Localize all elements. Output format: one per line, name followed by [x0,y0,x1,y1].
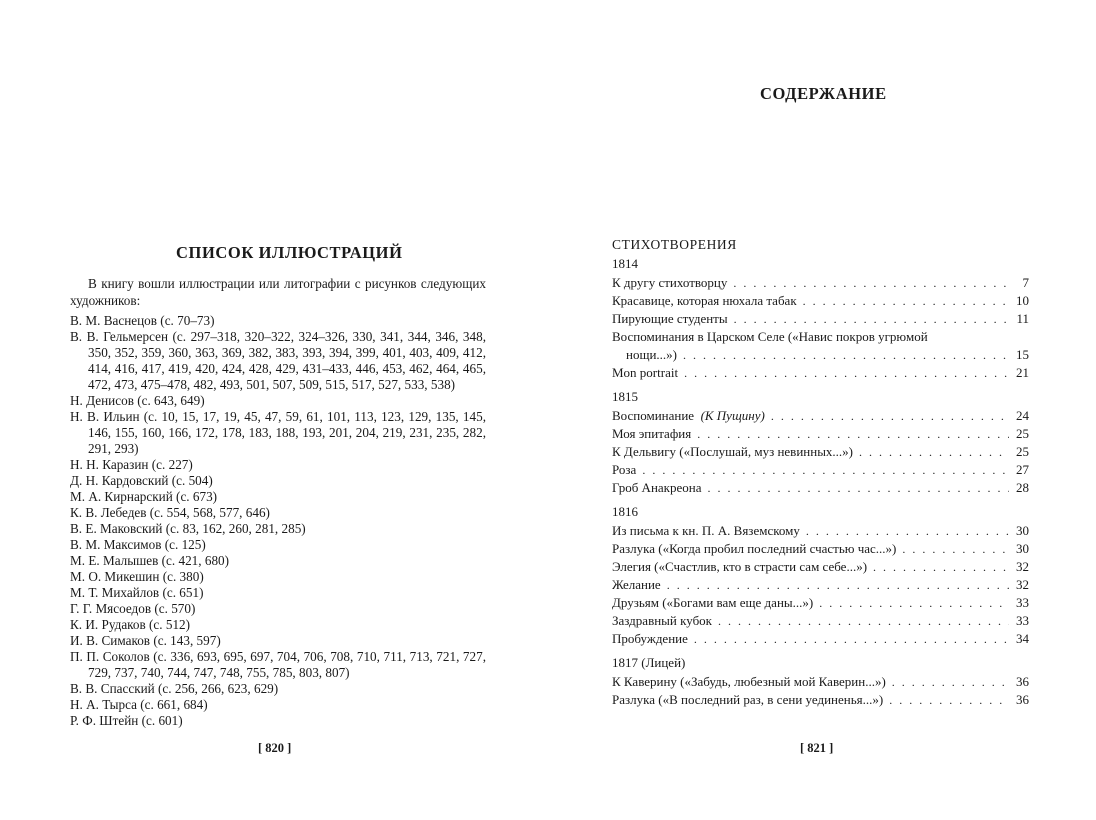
contents-title: СОДЕРЖАНИЕ [760,84,887,103]
artist-entry: Н. Денисов (с. 643, 649) [70,393,205,408]
year-heading: 1816 [612,504,638,519]
artist-entry: И. В. Симаков (с. 143, 597) [70,633,221,648]
toc-entry-title: Гроб Анакреона [612,480,702,495]
artist-entry: П. П. Соколов (с. 336, 693, 695, 697, 704, 706, 708, 710, 711, 713, 721, 727, 729, 737, 740, 744, 747, 748, 755, 785, 803, 807) [70,649,486,680]
toc-entry-page: 33 [1016,595,1029,610]
toc-entry-title-cont: нощи...») [626,347,678,362]
artist-entry: В. В. Гельмерсен (с. 297–318, 320–322, 324–326, 330, 341, 344, 346, 348, 350, 352, 359, 360, 363, 369, 382, 383, 393, 394, 399, 401, 403, 409, 412, 414, 416, 417, 419, 420, 424, 428, 429, 431–433, 446, 453, 462, 464, 465, 472, 473, 475–478, 482, 493, 501, 507, 509, 515, 517, 527, 533, 538) [70,329,486,392]
artist-entry: Н. А. Тырса (с. 661, 684) [70,697,208,712]
artist-entry: К. В. Лебедев (с. 554, 568, 577, 646) [70,505,270,520]
toc-entry-title: К другу стихотворцу [612,275,728,290]
toc-entry-title: К Каверину («Забудь, любезный мой Каверин...») [612,674,886,689]
artist-entry: М. Т. Михайлов (с. 651) [70,585,204,600]
toc-entry [612,576,1029,594]
toc-entry [612,443,1029,461]
illustrations-intro [70,275,486,309]
toc-entry-title: Красавице, которая нюхала табак [612,293,797,308]
table-of-contents [612,236,1029,709]
toc-entry [612,479,1029,497]
artist-entry: Д. Н. Кардовский (с. 504) [70,473,213,488]
artist-entry: В. М. Васнецов (с. 70–73) [70,313,215,328]
toc-entry-page: 25 [1016,426,1029,441]
artist-entry: М. А. Кирнарский (с. 673) [70,489,218,504]
toc-entry [612,364,1029,382]
right-page [548,0,1096,820]
toc-entry-title: Пробуждение [612,631,688,646]
page-number: [ 821 ] [800,741,834,755]
toc-entry [612,612,1029,630]
toc-entry-title: Элегия («Счастлив, кто в страсти сам себе...») [612,559,868,574]
toc-entry-page: 34 [1016,631,1029,646]
toc-entry-title: Разлука («Когда пробил последний счастью час...») [612,541,897,556]
toc-entry-title: Моя эпитафия [612,426,692,441]
toc-entry-page: 21 [1016,365,1029,380]
toc-entry-page: 15 [1016,347,1029,362]
toc-entry-page: 32 [1016,559,1029,574]
artist-entry: К. И. Рудаков (с. 512) [70,617,191,632]
toc-entry-page: 28 [1016,480,1029,495]
artists-list [70,313,486,729]
toc-entry [612,328,1029,364]
year-heading: 1815 [612,389,638,404]
toc-entry-page: 33 [1016,613,1029,628]
toc-entry-page: 30 [1016,541,1029,556]
toc-entry-page: 24 [1016,408,1029,423]
artist-entry: М. Е. Малышев (с. 421, 680) [70,553,230,568]
toc-entry [612,292,1029,310]
artist-entry: В. Е. Маковский (с. 83, 162, 260, 281, 285) [70,521,306,536]
toc-entry-title: Воспоминание (К Пущину) [612,408,765,423]
artist-entry: Н. В. Ильин (с. 10, 15, 17, 19, 45, 47, 59, 61, 101, 113, 123, 129, 135, 145, 146, 155, 160, 166, 172, 178, 183, 188, 193, 201, 204, 219, 231, 235, 282, 291, 293) [70,409,486,456]
toc-entry-page: 11 [1016,311,1029,326]
artist-entry: В. М. Максимов (с. 125) [70,537,206,552]
toc-entry-page: 32 [1016,577,1029,592]
illustrations-title: СПИСОК ИЛЛЮСТРАЦИЙ [176,243,403,262]
toc-entry-title: Роза [612,462,637,477]
year-heading: 1814 [612,256,638,271]
toc-entry-page: 25 [1016,444,1029,459]
artist-entry: Н. Н. Каразин (с. 227) [70,457,193,472]
toc-entry [612,630,1029,648]
toc-entry [612,673,1029,691]
intro-text: В книгу вошли иллюстрации или литографии с рисунков следующих художников: [70,276,486,308]
toc-entry [612,425,1029,443]
toc-entry [612,522,1029,540]
year-heading: 1817 (Лицей) [612,655,686,670]
toc-entry-page: 36 [1016,692,1029,707]
toc-entry [612,274,1029,292]
toc-entry-title: Заздравный кубок [612,613,712,628]
toc-entry-title: Mon portrait [612,365,679,380]
toc-entry [612,691,1029,709]
part-heading: СТИХОТВОРЕНИЯ [612,237,737,252]
toc-entry-page: 27 [1016,462,1029,477]
toc-entry-page: 36 [1016,674,1029,689]
toc-entry-title: Воспоминания в Царском Селе («Навис покров угрюмой [612,329,928,344]
artist-entry: В. В. Спасский (с. 256, 266, 623, 629) [70,681,279,696]
toc-entry [612,461,1029,479]
artist-entry: Р. Ф. Штейн (с. 601) [70,713,183,728]
toc-entry-title: Разлука («В последний раз, в сени уединенья...») [612,692,884,707]
toc-entry-title: Из письма к кн. П. А. Вяземскому [612,523,800,538]
toc-entry [612,540,1029,558]
toc-entry [612,594,1029,612]
toc-entry-page: 30 [1016,523,1029,538]
toc-entry [612,558,1029,576]
toc-entry-title: Желание [612,577,661,592]
artist-entry: Г. Г. Мясоедов (с. 570) [70,601,196,616]
toc-entry [612,310,1029,328]
toc-entry-title: Пирующие студенты [612,311,728,326]
toc-entry-page: 7 [1022,275,1029,290]
toc-entry-title: К Дельвигу («Послушай, муз невинных...») [612,444,854,459]
toc-entry-title: Друзьям («Богами вам еще даны...») [612,595,814,610]
toc-entry [612,407,1029,425]
toc-entry-page: 10 [1016,293,1029,308]
page-number: [ 820 ] [258,741,292,755]
artist-entry: М. О. Микешин (с. 380) [70,569,204,584]
